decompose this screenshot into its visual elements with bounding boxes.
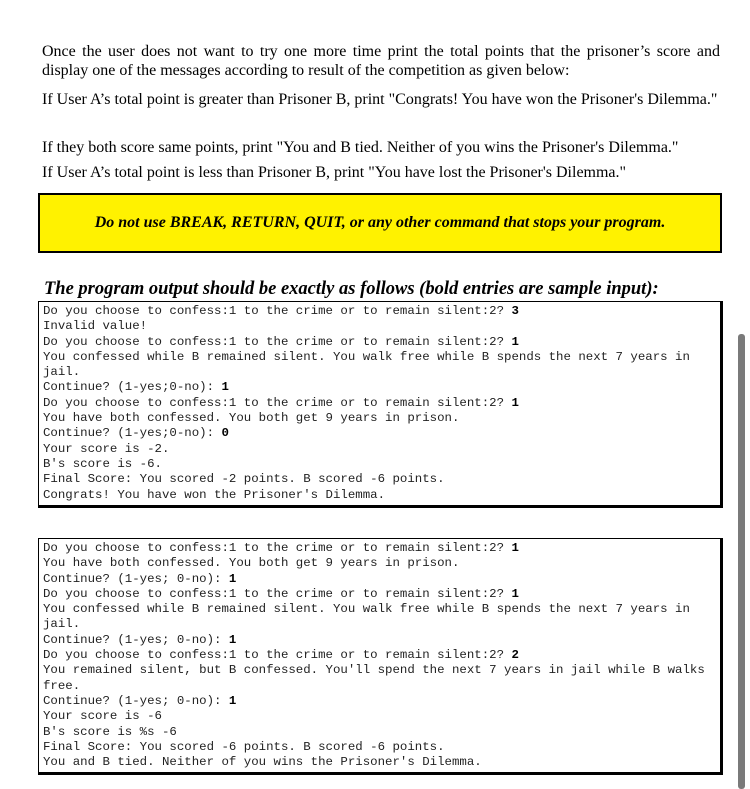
console-line: [43, 740, 716, 755]
console-text: You confessed while B remained silent. You walk free while B spends the next 7 years in jail.: [43, 349, 698, 380]
console-line: [43, 587, 716, 602]
console-line: [43, 426, 716, 441]
console-text: Your score is -2.: [43, 441, 170, 456]
console-text: Do you choose to confess:1 to the crime or to remain silent:2?: [43, 304, 512, 318]
console-text: You and B tied. Neither of you wins the Prisoner's Dilemma.: [43, 755, 482, 770]
console-line: [43, 457, 716, 472]
console-input: 1: [511, 334, 519, 349]
console-line: [43, 694, 716, 709]
console-text: You confessed while B remained silent. You walk free while B spends the next 7 years in jail.: [43, 602, 698, 632]
sample-output-1: [38, 301, 723, 508]
output-heading: The program output should be exactly as follows (bold entries are sample input):: [44, 279, 659, 299]
console-line: [43, 396, 716, 411]
console-line: [43, 442, 716, 457]
console-text: Continue? (1-yes;0-no):: [43, 426, 222, 441]
console-line: [43, 350, 716, 381]
console-input: 1: [228, 571, 237, 586]
console-text: Your score is -6: [43, 709, 162, 724]
console-line: [43, 541, 716, 556]
console-text: B's score is %s -6: [43, 724, 177, 739]
console-line: [43, 556, 716, 571]
intro-paragraph: Once the user does not want to try one more time print the total points that the prisoner’s score and display one of the messages according to result of the competition as given below:: [42, 43, 720, 79]
console-text: Continue? (1-yes;0-no):: [43, 380, 222, 395]
console-input: 1: [511, 541, 519, 555]
console-input: 2: [511, 648, 519, 663]
console-line: [43, 380, 716, 395]
console-text: Final Score: You scored -2 points. B scored -6 points.: [43, 472, 445, 487]
console-text: Do you choose to confess:1 to the crime or to remain silent:2?: [43, 648, 512, 663]
win-condition-paragraph: If User A’s total point is greater than Prisoner B, print "Congrats! You have won the Prisoner's Dilemma.": [42, 91, 718, 108]
console-line: [43, 633, 716, 648]
console-text: You have both confessed. You both get 9 years in prison.: [43, 411, 460, 426]
console-text: You have both confessed. You both get 9 years in prison.: [43, 556, 460, 571]
console-input: 1: [228, 632, 237, 647]
console-text: Continue? (1-yes; 0-no):: [43, 632, 229, 647]
console-line: [43, 488, 716, 503]
console-text: You remained silent, but B confessed. You'll spend the next 7 years in jail while B walks free.: [43, 663, 713, 693]
warning-box: [38, 193, 722, 253]
console-line: [43, 335, 716, 350]
console-text: Do you choose to confess:1 to the crime or to remain silent:2?: [43, 586, 512, 601]
console-input: 1: [228, 693, 237, 708]
tie-condition-paragraph: If they both score same points, print "You and B tied. Neither of you wins the Prisoner's Dilemma.": [42, 139, 679, 156]
console-line: [43, 663, 716, 694]
console-text: Invalid value!: [43, 319, 148, 334]
console-text: Final Score: You scored -6 points. B scored -6 points.: [43, 739, 445, 754]
console-input: 1: [221, 380, 229, 395]
sample-output-2: [38, 538, 723, 775]
console-text: Do you choose to confess:1 to the crime or to remain silent:2?: [43, 541, 512, 555]
console-text: Continue? (1-yes; 0-no):: [43, 571, 229, 586]
console-text: Do you choose to confess:1 to the crime or to remain silent:2?: [43, 395, 512, 410]
console-line: [43, 411, 716, 426]
console-line: [43, 648, 716, 663]
console-line: [43, 319, 716, 334]
console-text: Congrats! You have won the Prisoner's Dilemma.: [43, 487, 386, 502]
console-input: 0: [221, 426, 229, 441]
lose-condition-paragraph: If User A’s total point is less than Prisoner B, print "You have lost the Prisoner's Dilemma.": [42, 164, 627, 181]
console-input: 1: [511, 395, 519, 410]
console-line: [43, 472, 716, 487]
console-line: [43, 572, 716, 587]
scrollbar[interactable]: [738, 334, 745, 789]
warning-text: Do not use BREAK, RETURN, QUIT, or any other command that stops your program.: [94, 214, 666, 231]
console-text: Do you choose to confess:1 to the crime or to remain silent:2?: [43, 334, 512, 349]
console-line: [43, 709, 716, 724]
console-line: [43, 602, 716, 633]
console-text: Continue? (1-yes; 0-no):: [43, 693, 229, 708]
console-line: [43, 755, 716, 770]
console-line: [43, 725, 716, 740]
console-input: 1: [511, 586, 519, 601]
console-input: 3: [511, 304, 519, 318]
console-text: B's score is -6.: [43, 456, 162, 471]
console-line: [43, 304, 716, 319]
